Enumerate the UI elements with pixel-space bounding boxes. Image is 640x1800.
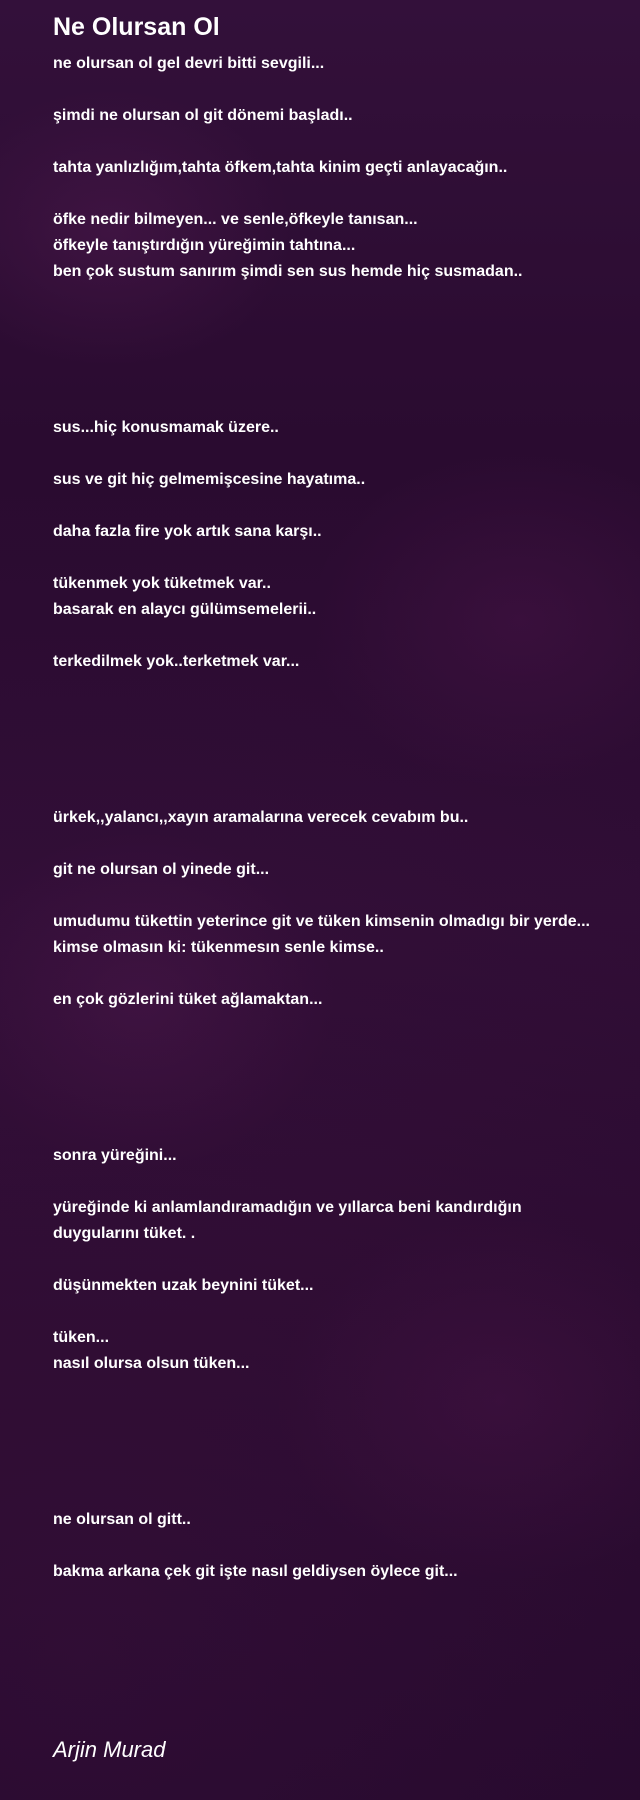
poem-blank-line	[53, 753, 613, 779]
poem-blank-line	[53, 623, 613, 649]
poem-blank-line	[53, 1065, 613, 1091]
poem-blank-line	[53, 831, 613, 857]
poem-blank-line	[53, 1039, 613, 1065]
poem-line: ben çok sustum sanırım şimdi sen sus hemde hiç susmadan..	[53, 263, 523, 280]
poem-blank-line	[53, 883, 613, 909]
poem-blank-line	[53, 1533, 613, 1559]
poem-line: bakma arkana çek git işte nasıl geldiysen öylece git...	[53, 1563, 458, 1580]
poem-line: nasıl olursa olsun tüken...	[53, 1355, 250, 1372]
poem-line: daha fazla fire yok artık sana karşı..	[53, 523, 322, 540]
poem-blank-line	[53, 1299, 613, 1325]
poem-blank-line	[53, 363, 613, 389]
poem-blank-line	[53, 337, 613, 363]
poem-line: düşünmekten uzak beynini tüket...	[53, 1277, 314, 1294]
poem-line: git ne olursan ol yinede git...	[53, 861, 270, 878]
poem-body	[53, 51, 613, 1585]
poem-blank-line	[53, 389, 613, 415]
poem-line: terkedilmek yok..terketmek var...	[53, 653, 300, 670]
poem-blank-line	[53, 1117, 613, 1143]
poem-blank-line	[53, 77, 613, 103]
poem-blank-line	[53, 545, 613, 571]
poem-blank-line	[53, 1403, 613, 1429]
poem-blank-line	[53, 311, 613, 337]
poem-blank-line	[53, 493, 613, 519]
poem-blank-line	[53, 441, 613, 467]
poem-blank-line	[53, 1091, 613, 1117]
poem-blank-line	[53, 129, 613, 155]
poem-blank-line	[53, 701, 613, 727]
poem-blank-line	[53, 1377, 613, 1403]
poem-line: öfkeyle tanıştırdığın yüreğimin tahtına...	[53, 237, 356, 254]
poem-line: şimdi ne olursan ol git dönemi başladı..	[53, 107, 353, 124]
poem-blank-line	[53, 1013, 613, 1039]
poem-line: tahta yanlızlığım,tahta öfkem,tahta kinim geçti anlayacağın..	[53, 159, 508, 176]
poem-line: öfke nedir bilmeyen... ve senle,öfkeyle tanısan...	[53, 211, 418, 228]
poem-blank-line	[53, 285, 613, 311]
poem-author: Arjin Murad	[53, 1737, 166, 1762]
poem-line: basarak en alaycı gülümsemelerii..	[53, 601, 317, 618]
poem-line: tüken...	[53, 1329, 110, 1346]
poem-line: umudumu tükettin yeterince git ve tüken kimsenin olmadıgı bir yerde...	[53, 913, 590, 930]
poem-blank-line	[53, 1455, 613, 1481]
poem-blank-line	[53, 779, 613, 805]
poem-line: tükenmek yok tüketmek var..	[53, 575, 271, 592]
poem-line: kimse olmasın ki: tükenmesın senle kimse..	[53, 939, 384, 956]
poem-line: sonra yüreğini...	[53, 1147, 177, 1164]
poem-line: ürkek,,yalancı,,xayın aramalarına verecek cevabım bu..	[53, 809, 469, 826]
poem-blank-line	[53, 181, 613, 207]
poem-blank-line	[53, 1429, 613, 1455]
poem-line: ne olursan ol gitt..	[53, 1511, 191, 1528]
poem-line: en çok gözlerini tüket ağlamaktan...	[53, 991, 323, 1008]
poem-blank-line	[53, 1169, 613, 1195]
poem-line: duygularını tüket. .	[53, 1225, 196, 1242]
poem-line: sus ve git hiç gelmemişcesine hayatıma..	[53, 471, 366, 488]
poem-line: ne olursan ol gel devri bitti sevgili...	[53, 55, 325, 72]
poem-blank-line	[53, 727, 613, 753]
poem-line: sus...hiç konusmamak üzere..	[53, 419, 279, 436]
poem-blank-line	[53, 675, 613, 701]
poem-blank-line	[53, 1247, 613, 1273]
poem-blank-line	[53, 1481, 613, 1507]
poem-line: yüreğinde ki anlamlandıramadığın ve yıllarca beni kandırdığın	[53, 1199, 522, 1216]
poem-blank-line	[53, 961, 613, 987]
poem-title: Ne Olursan Ol	[53, 13, 220, 41]
